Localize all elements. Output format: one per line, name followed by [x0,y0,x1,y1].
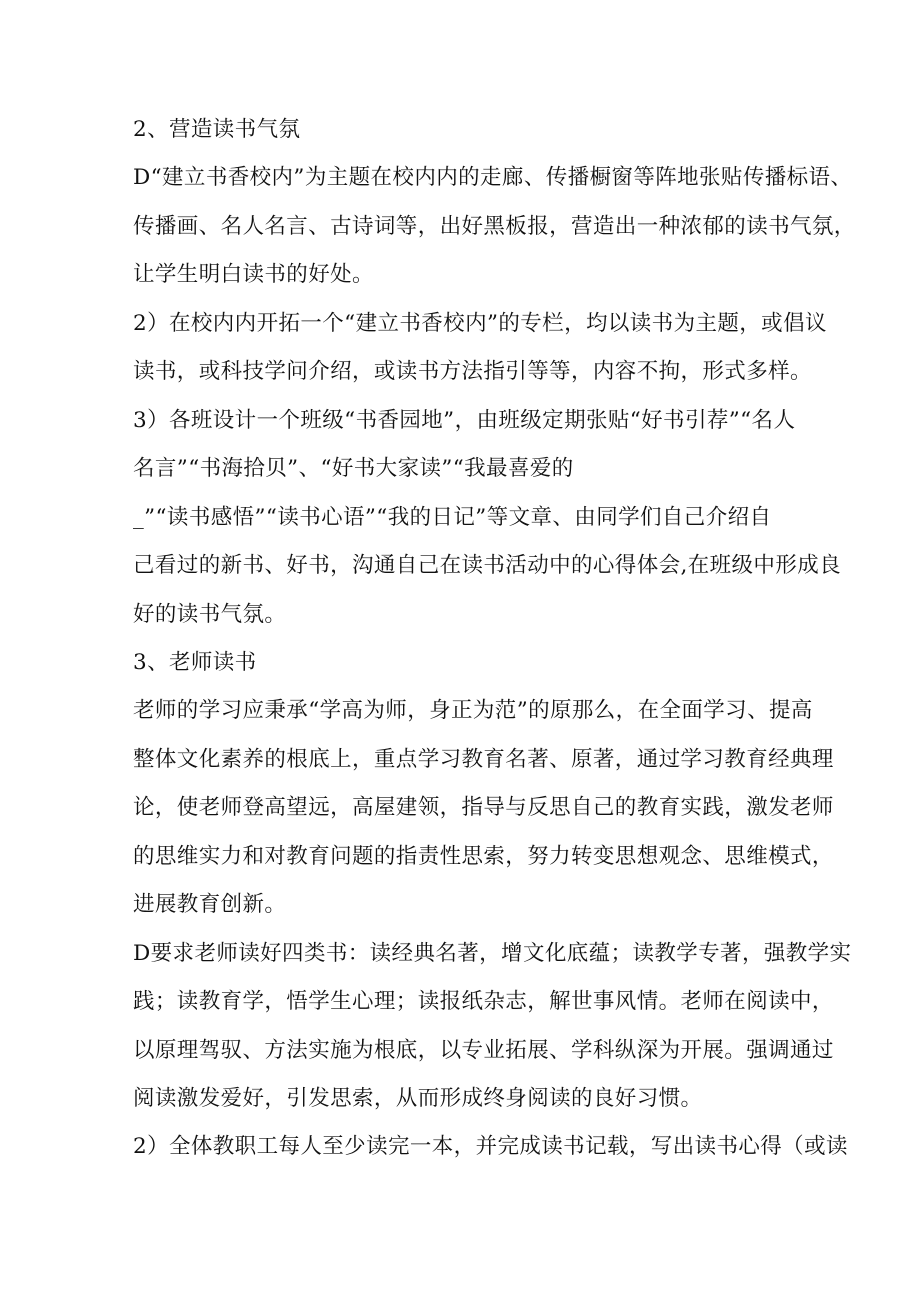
paragraph-line: D“建立书香校内”为主题在校内内的走廊、传播橱窗等阵地张贴传播标语、 [133,165,853,190]
paragraph-line: D要求老师读好四类书：读经典名著，增文化底蕴；读教学专著，强教学实 [133,941,852,966]
paragraph-line: 整体文化素养的根底上，重点学习教育名著、原著，通过学习教育经典理 [133,747,834,772]
paragraph-line: 好的读书气氛。 [133,602,287,627]
section-heading-atmosphere: 2、营造读书气氛 [133,117,301,142]
paragraph-line: 名言”“书海拾贝”、“好书大家读”“我最喜爱的 [133,456,574,481]
section-heading-teacher-reading: 3、老师读书 [133,650,257,675]
paragraph-line: 论，使老师登高望远，高屋建领，指导与反思自己的教育实践，激发老师 [133,795,834,820]
paragraph-line: 让学生明白读书的好处。 [133,262,374,287]
paragraph-line: 以原理驾驭、方法实施为根底，以专业拓展、学科纵深为开展。强调通过 [133,1038,834,1063]
paragraph-line: 3）各班设计一个班级“书香园地”，由班级定期张贴“好书引荐”“名人 [133,408,796,433]
paragraph-line: 进展教育创新。 [133,892,287,917]
paragraph-line: 践；读教育学，悟学生心理；读报纸杂志，解世事风情。老师在阅读中， [133,989,834,1014]
paragraph-line: 传播画、名人名言、古诗词等，出好黑板报，营造出一种浓郁的读书气氛， [133,214,856,239]
paragraph-line: 己看过的新书、好书，沟通自己在读书活动中的心得体会,在班级中形成良 [133,553,842,578]
paragraph-line: 的思维实力和对教育问题的指责性思索，努力转变思想观念、思维模式， [133,844,834,869]
paragraph-line: 阅读激发爱好，引发思索，从而形成终身阅读的良好习惯。 [133,1086,703,1111]
paragraph-line: 2）在校内内开拓一个“建立书香校内”的专栏，均以读书为主题，或倡议 [133,311,827,336]
paragraph-line: 读书，或科技学问介绍，或读书方法指引等等，内容不拘，形式多样。 [133,359,812,384]
paragraph-line: 2）全体教职工每人至少读完一本，并完成读书记载，写出读书心得（或读 [133,1134,848,1159]
paragraph-line: _”“读书感悟”“读书心语”“我的日记”等文章、由同学们自己介绍自 [133,505,772,530]
paragraph-line: 老师的学习应秉承“学高为师，身正为范”的原那么，在全面学习、提高 [133,698,813,723]
